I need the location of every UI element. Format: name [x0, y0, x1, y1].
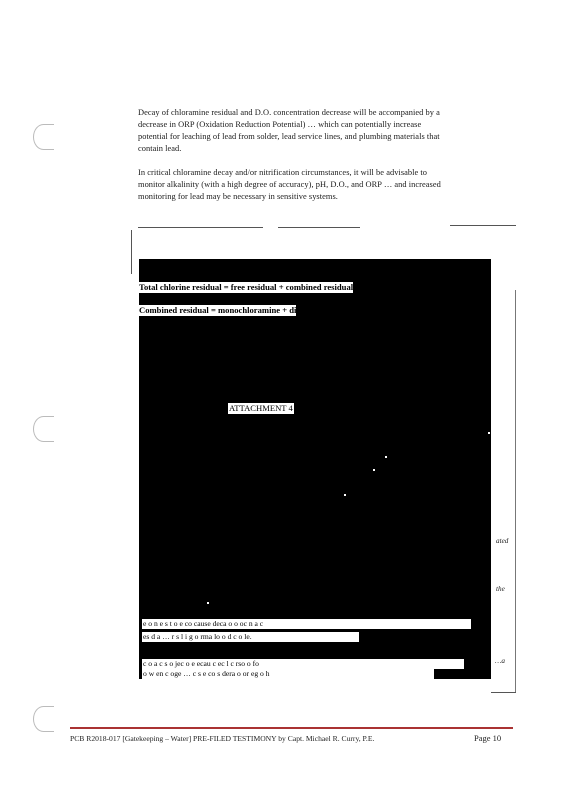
paragraph-chloramine-decay: [138, 107, 518, 155]
frame-rule: [138, 227, 263, 228]
scan-speck: [207, 602, 209, 604]
frame-rule: [450, 225, 516, 226]
text-fragment: ated: [496, 537, 509, 545]
redacted-image-block: [139, 259, 491, 679]
partial-text-strip: o w en c oge … c s e co s dera o or eg o h: [142, 669, 434, 679]
binder-hole-bottom: [33, 706, 54, 732]
footer-rule: [70, 727, 513, 729]
frame-rule: [491, 692, 516, 693]
binder-hole-top: [33, 124, 54, 150]
text-line: contain lead.: [138, 144, 182, 153]
frame-rule-vertical: [515, 290, 516, 692]
frame-rule-vertical: [131, 230, 132, 274]
text-line: In critical chloramine decay and/or nitrification circumstances, it will be advisable to: [138, 168, 428, 177]
scan-speck: [373, 469, 375, 471]
equation-total-chlorine: Total chlorine residual = free residual + combined residual: [139, 282, 354, 292]
scan-speck: [488, 432, 490, 434]
frame-rule: [278, 227, 360, 228]
text-line: monitoring for lead may be necessary in sensitive systems.: [138, 192, 338, 201]
attachment-label: ATTACHMENT 4: [229, 403, 293, 413]
page-number: Page 10: [474, 733, 502, 743]
partial-text-strip: es d a … r s l i g o rma lo o d c o le.: [142, 632, 359, 642]
scan-speck: [385, 456, 387, 458]
partial-text-strip: e o n e s t o e co cause deca o o oc n a c: [142, 619, 471, 629]
text-line: monitor alkalinity (with a high degree of accuracy), pH, D.O., and ORP … and increased: [138, 180, 441, 189]
text-fragment: …a: [495, 657, 505, 665]
text-line: decrease in ORP (Oxidation Reduction Potential) … which can potentially increase: [138, 120, 422, 129]
text-line: potential for leaching of lead from solder, lead service lines, and plumbing materials that: [138, 132, 440, 141]
binder-hole-middle: [33, 416, 54, 442]
text-line: Decay of chloramine residual and D.O. concentration decrease will be accompanied by a: [138, 108, 440, 117]
text-fragment: the: [496, 585, 505, 593]
partial-text-strip: c o a c s o jec o e ecau c ec l c rso o fo: [142, 659, 464, 669]
paragraph-monitoring: [138, 167, 518, 203]
equation-combined-residual: Combined residual = monochloramine + di: [139, 305, 297, 315]
scan-speck: [344, 494, 346, 496]
footer-citation: PCB R2018-017 [Gatekeeping – Water] PRE-FILED TESTIMONY by Capt. Michael R. Curry, P.E.: [70, 734, 375, 743]
